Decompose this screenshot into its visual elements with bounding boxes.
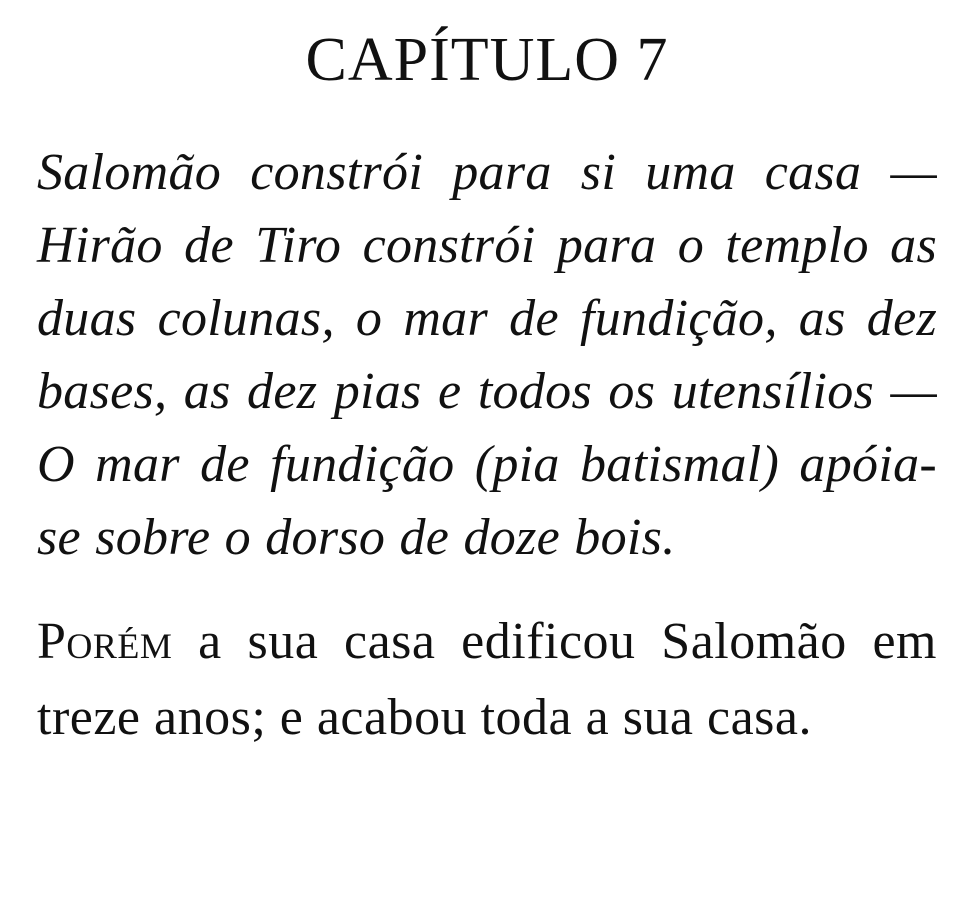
verse-1 [37,604,937,756]
page [37,22,937,756]
verse-lead-word: Porém [37,613,173,670]
verse-text: a sua casa edificou Salomão em treze anos; e acabou toda a sua casa. [37,613,937,746]
chapter-summary: Salomão constrói para si uma casa — Hirão de Tiro constrói para o templo as duas colunas, o mar de fundição, as dez bases, as dez pias e todos os utensílios — O mar de fundição (pia batismal) apóia-se sobre o dorso de doze bois. [37,144,937,566]
chapter-title: CAPÍTULO 7 [305,26,669,94]
